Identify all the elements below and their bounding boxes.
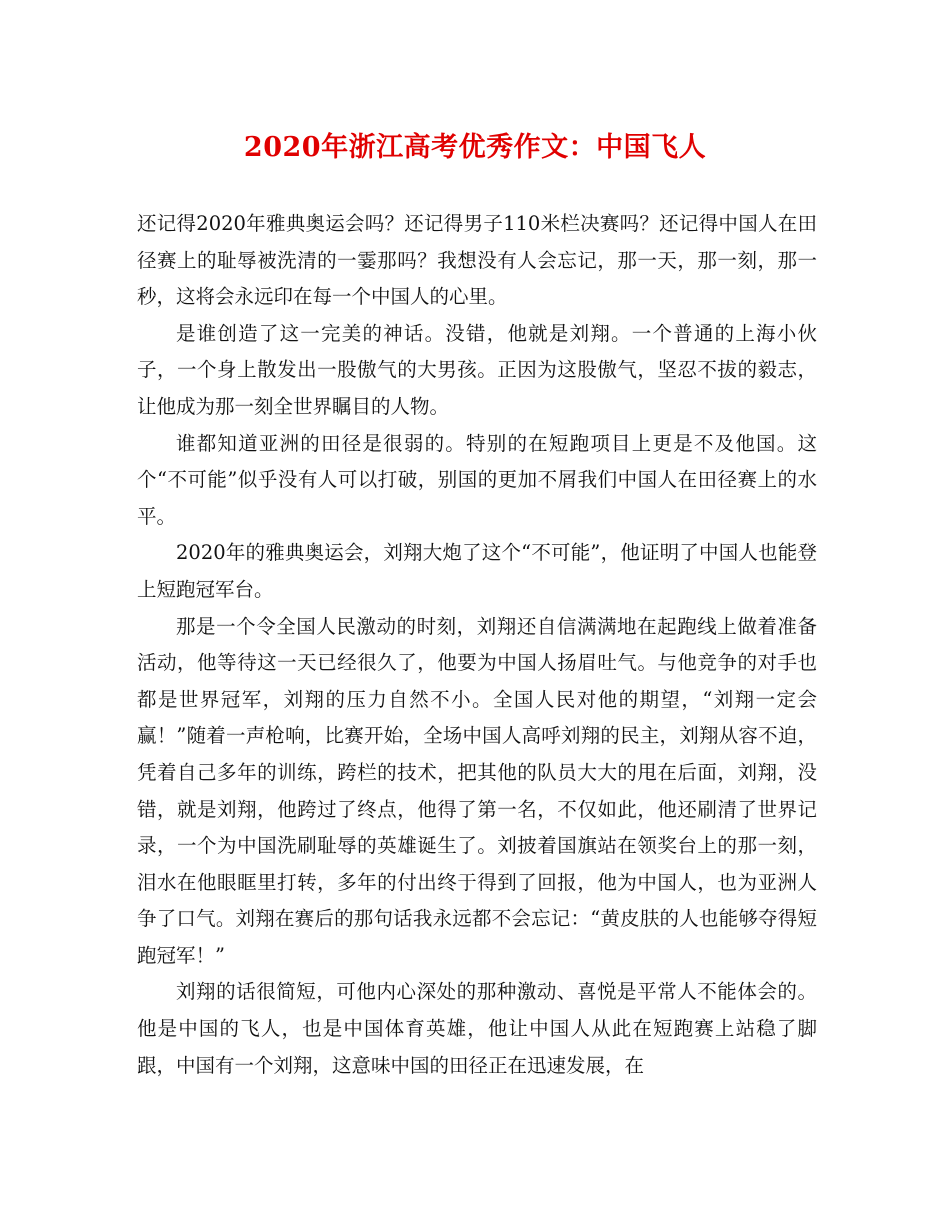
paragraph: 还记得2020年雅典奥运会吗？还记得男子110米栏决赛吗？还记得中国人在田径赛上的耻辱被洗清的一霎那吗？我想没有人会忘记，那一天，那一刻，那一秒，这将会永远印在每一个中国人的心里。	[137, 212, 817, 309]
paragraph: 谁都知道亚洲的田径是很弱的。特别的在短跑项目上更是不及他国。这个“不可能”似乎没有人可以打破，别国的更加不屑我们中国人在田径赛上的水平。	[137, 431, 817, 528]
paragraph: 刘翔的话很简短，可他内心深处的那种激动、喜悦是平常人不能体会的。他是中国的飞人，也是中国体育英雄，他让中国人从此在短跑赛上站稳了脚跟，中国有一个刘翔，这意味中国的田径正在迅速发展，在	[137, 980, 817, 1077]
paragraph: 是谁创造了这一完美的神话。没错，他就是刘翔。一个普通的上海小伙子，一个身上散发出一股傲气的大男孩。正因为这股傲气，坚忍不拔的毅志，让他成为那一刻全世界瞩目的人物。	[137, 321, 817, 418]
document-body	[137, 206, 817, 1084]
paragraph: 2020年的雅典奥运会，刘翔大炮了这个“不可能”，他证明了中国人也能登上短跑冠军台。	[137, 541, 817, 601]
document-title: 2020年浙江高考优秀作文：中国飞人	[243, 132, 707, 163]
paragraph: 那是一个令全国人民激动的时刻，刘翔还自信满满地在起跑线上做着准备活动，他等待这一天已经很久了，他要为中国人扬眉吐气。与他竞争的对手也都是世界冠军，刘翔的压力自然不小。全国人民对他的期望，“刘翔一定会赢！”随着一声枪响，比赛开始，全场中国人高呼刘翔的民主，刘翔从容不迫，凭着自己多年的训练，跨栏的技术，把其他的队员大大的甩在后面，刘翔，没错，就是刘翔，他跨过了终点，他得了第一名，不仅如此，他还刷清了世界记录，一个为中国洗刷耻辱的英雄诞生了。刘披着国旗站在领奖台上的那一刻，泪水在他眼眶里打转，多年的付出终于得到了回报，他为中国人，也为亚洲人争了口气。刘翔在赛后的那句话我永远都不会忘记：“黄皮肤的人也能够夺得短跑冠军！”	[137, 614, 817, 967]
